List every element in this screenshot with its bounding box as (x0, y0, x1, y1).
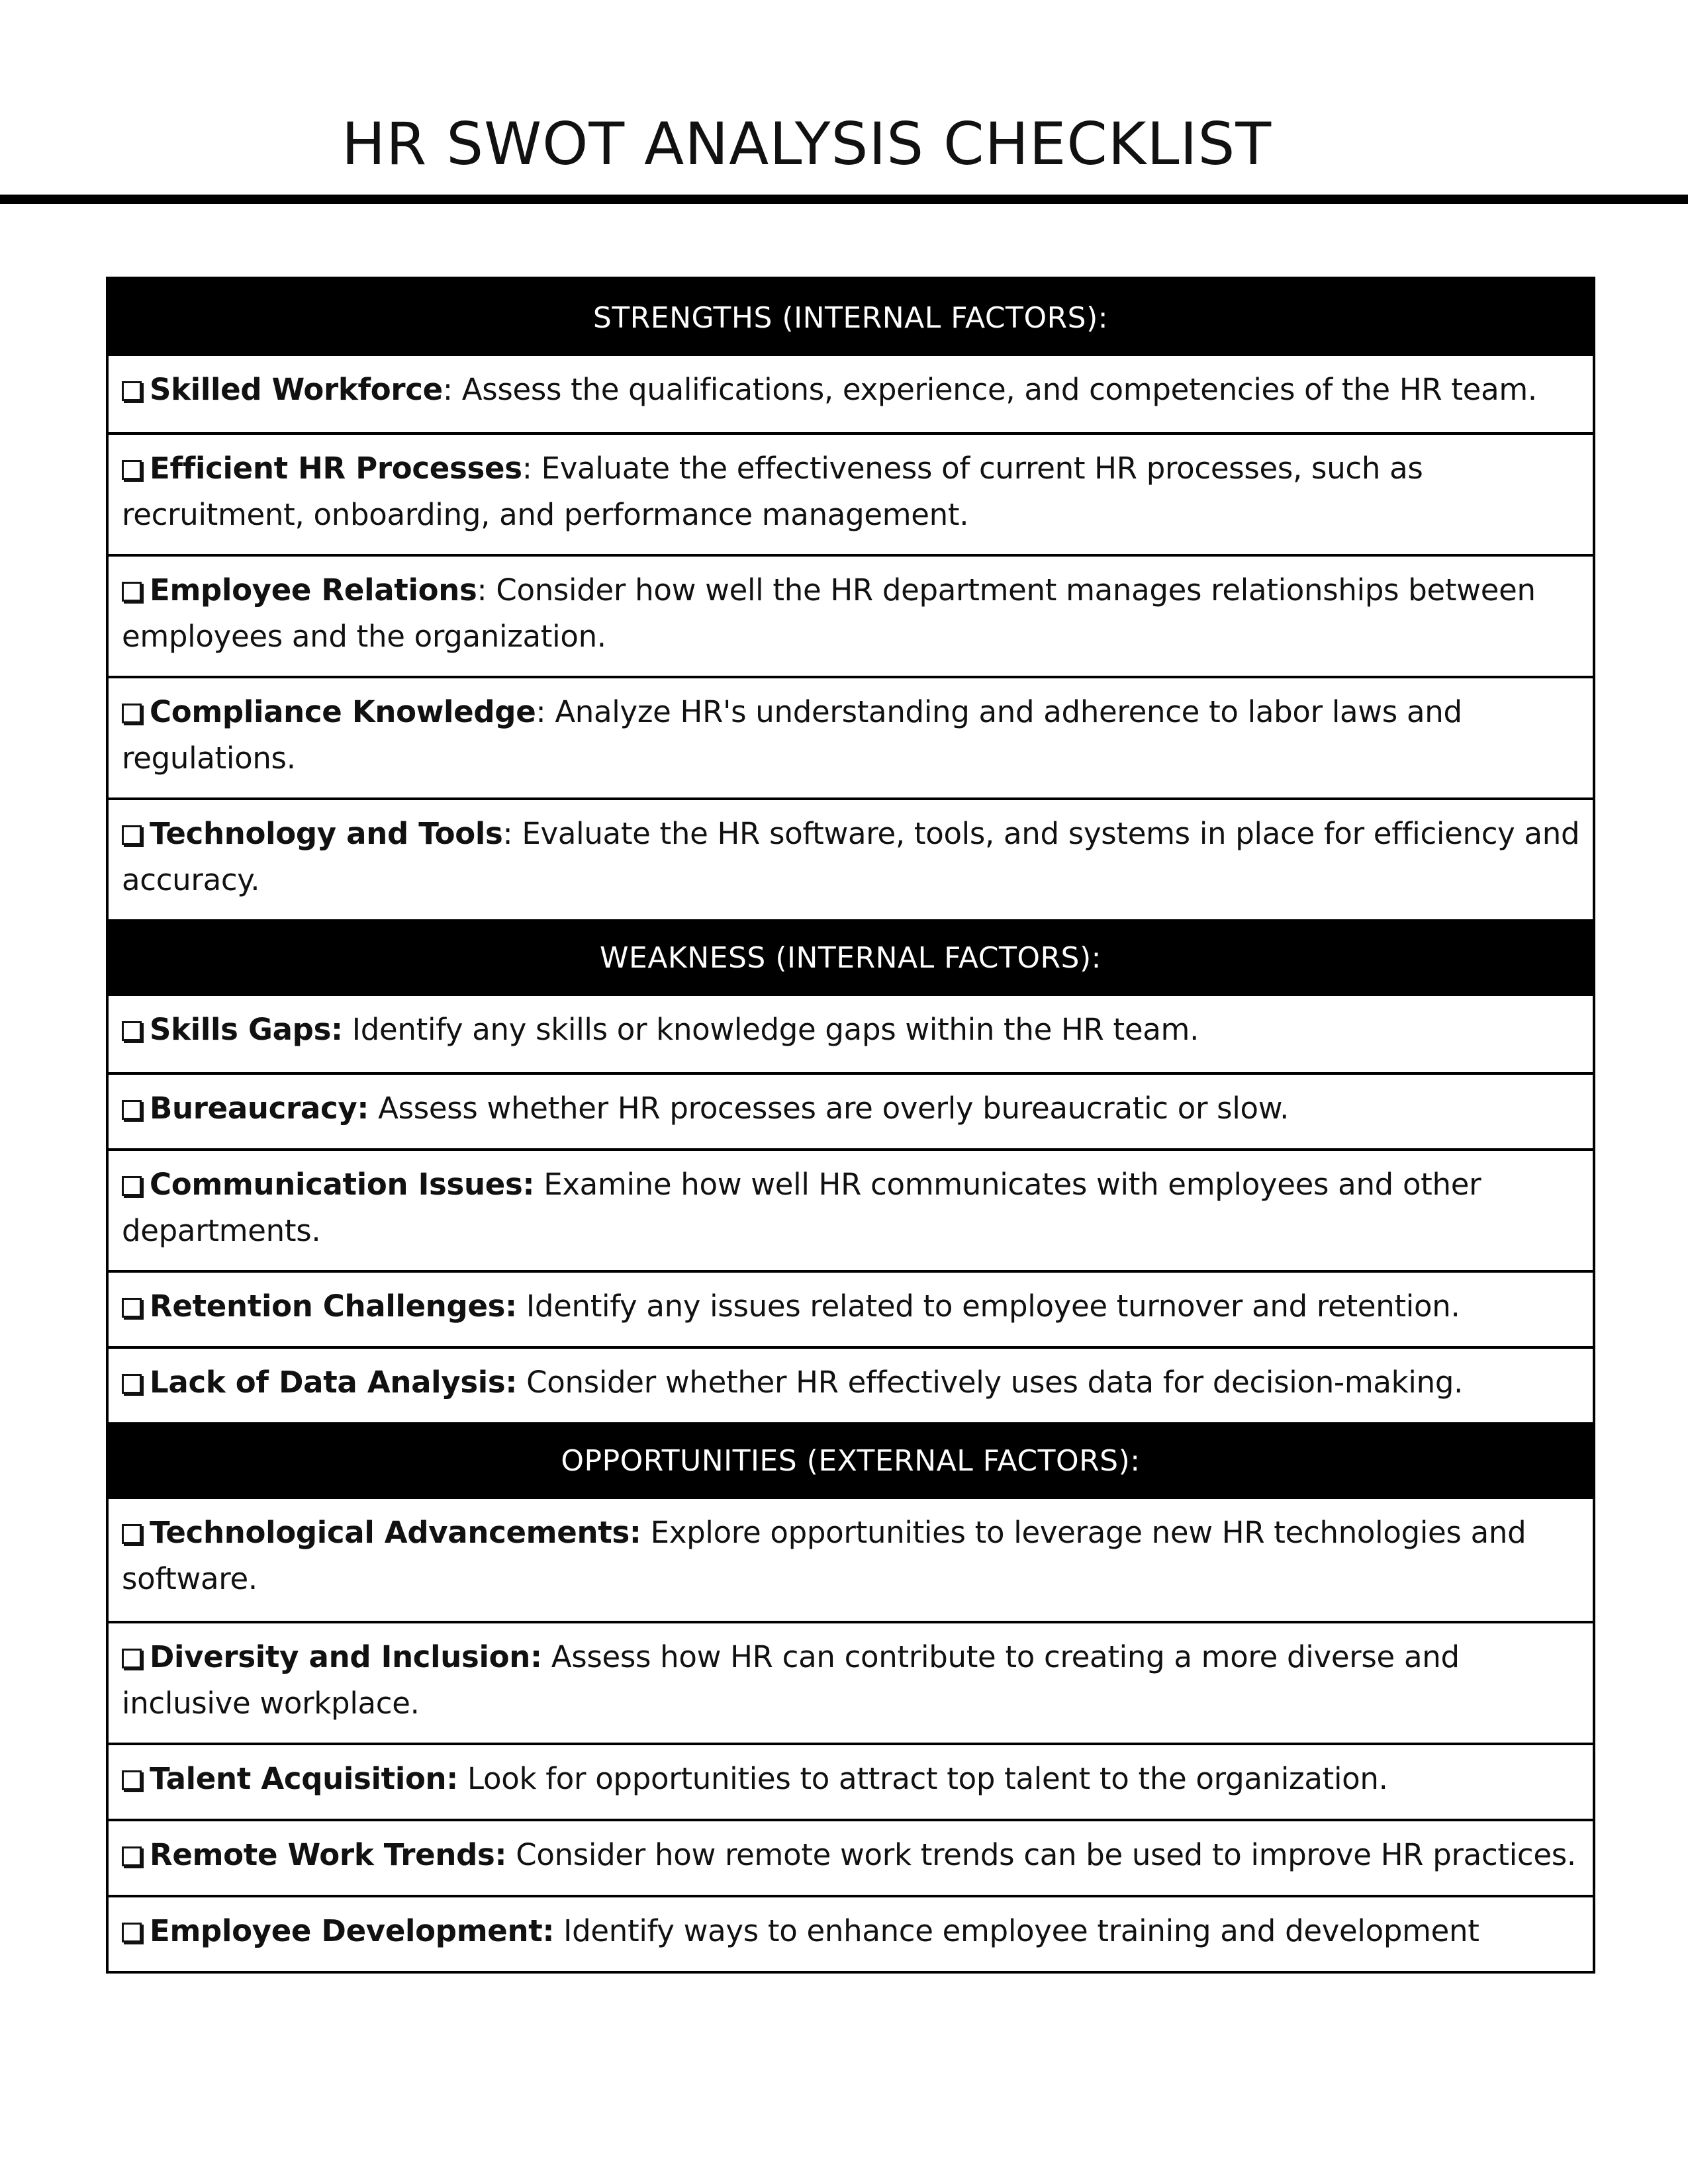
item-term: Diversity and Inclusion: (150, 1639, 542, 1674)
item-description: Analyze HR's understanding and adherence to labor laws and regulations. (122, 694, 1462, 776)
item-separator (641, 1515, 651, 1550)
unchecked-box-icon[interactable] (122, 1298, 142, 1318)
checklist-item-technology-and-tools (109, 797, 1593, 919)
item-term: Talent Acquisition: (150, 1761, 458, 1796)
item-description: Identify ways to enhance employee training and development (563, 1913, 1479, 1948)
item-separator (343, 1012, 352, 1047)
item-term: Employee Development: (150, 1913, 555, 1948)
checklist-item-bureaucracy (109, 1072, 1593, 1148)
item-description: Evaluate the HR software, tools, and systems in place for efficiency and accuracy. (122, 816, 1580, 897)
item-description: Consider how remote work trends can be used to improve HR practices. (516, 1837, 1576, 1872)
section-heading-weakness: WEAKNESS (INTERNAL FACTORS): (109, 919, 1593, 996)
item-term: Retention Challenges: (150, 1289, 517, 1324)
item-term: Technological Advancements: (150, 1515, 641, 1550)
item-separator (517, 1365, 526, 1400)
item-term: Skilled Workforce (150, 372, 443, 407)
item-term: Lack of Data Analysis: (150, 1365, 518, 1400)
item-separator (534, 1167, 543, 1202)
item-description: Examine how well HR communicates with employees and other departments. (122, 1167, 1481, 1248)
unchecked-box-icon[interactable] (122, 1524, 142, 1544)
checklist-item-skilled-workforce (109, 356, 1593, 432)
checklist-item-technological-advancements (109, 1499, 1593, 1621)
item-description: Assess whether HR processes are overly bureaucratic or slow. (378, 1091, 1289, 1126)
unchecked-box-icon[interactable] (122, 582, 142, 602)
item-term: Efficient HR Processes (150, 451, 522, 486)
item-description: Look for opportunities to attract top talent to the organization. (467, 1761, 1388, 1796)
unchecked-box-icon[interactable] (122, 1374, 142, 1394)
checklist-item-retention-challenges (109, 1270, 1593, 1346)
checklist-item-lack-of-data-analysis (109, 1346, 1593, 1422)
item-description: Consider how well the HR department manages relationships between employees and the organization. (122, 572, 1536, 654)
unchecked-box-icon[interactable] (122, 1846, 142, 1866)
item-separator (369, 1091, 378, 1126)
unchecked-box-icon[interactable] (122, 381, 142, 401)
item-separator (506, 1837, 516, 1872)
item-term: Skills Gaps: (150, 1012, 343, 1047)
unchecked-box-icon[interactable] (122, 1021, 142, 1041)
item-description: Identify any issues related to employee turnover and retention. (526, 1289, 1460, 1324)
item-separator: : (536, 694, 555, 729)
checklist-item-talent-acquisition (109, 1743, 1593, 1819)
section-heading-strengths: STRENGTHS (INTERNAL FACTORS): (109, 279, 1593, 356)
item-separator: : (522, 451, 541, 486)
unchecked-box-icon[interactable] (122, 460, 142, 480)
unchecked-box-icon[interactable] (122, 1100, 142, 1120)
unchecked-box-icon[interactable] (122, 825, 142, 845)
item-term: Remote Work Trends: (150, 1837, 507, 1872)
item-separator (554, 1913, 563, 1948)
item-separator: : (477, 572, 496, 608)
item-description: Assess the qualifications, experience, and competencies of the HR team. (461, 372, 1537, 407)
item-separator (542, 1639, 551, 1674)
checklist-item-diversity-and-inclusion (109, 1621, 1593, 1743)
item-description: Consider whether HR effectively uses data for decision-making. (526, 1365, 1464, 1400)
checklist-item-skills-gaps (109, 996, 1593, 1072)
item-term: Bureaucracy: (150, 1091, 369, 1126)
unchecked-box-icon[interactable] (122, 1770, 142, 1790)
item-term: Communication Issues: (150, 1167, 535, 1202)
unchecked-box-icon[interactable] (122, 1176, 142, 1196)
item-description: Identify any skills or knowledge gaps within the HR team. (352, 1012, 1199, 1047)
page-title: HR SWOT ANALYSIS CHECKLIST (342, 110, 1272, 178)
item-separator (517, 1289, 526, 1324)
unchecked-box-icon[interactable] (122, 1649, 142, 1668)
item-separator: : (442, 372, 462, 407)
checklist-item-employee-relations (109, 554, 1593, 676)
unchecked-box-icon[interactable] (122, 704, 142, 723)
title-divider (0, 195, 1688, 204)
item-term: Compliance Knowledge (150, 694, 536, 729)
checklist-item-communication-issues (109, 1148, 1593, 1270)
unchecked-box-icon[interactable] (122, 1923, 142, 1942)
checklist-item-compliance-knowledge (109, 676, 1593, 797)
checklist-item-remote-work-trends (109, 1819, 1593, 1895)
item-separator: : (502, 816, 522, 851)
section-heading-opportunities: OPPORTUNITIES (EXTERNAL FACTORS): (109, 1422, 1593, 1499)
item-term: Employee Relations (150, 572, 477, 608)
item-term: Technology and Tools (150, 816, 503, 851)
item-description: Evaluate the effectiveness of current HR processes, such as recruitment, onboarding, and performance management. (122, 451, 1423, 532)
swot-checklist (106, 277, 1595, 1974)
item-description: Assess how HR can contribute to creating a more diverse and inclusive workplace. (122, 1639, 1460, 1721)
checklist-item-efficient-hr-processes (109, 432, 1593, 554)
item-separator (458, 1761, 467, 1796)
checklist-item-employee-development (109, 1895, 1593, 1971)
item-description: Explore opportunities to leverage new HR technologies and software. (122, 1515, 1526, 1596)
